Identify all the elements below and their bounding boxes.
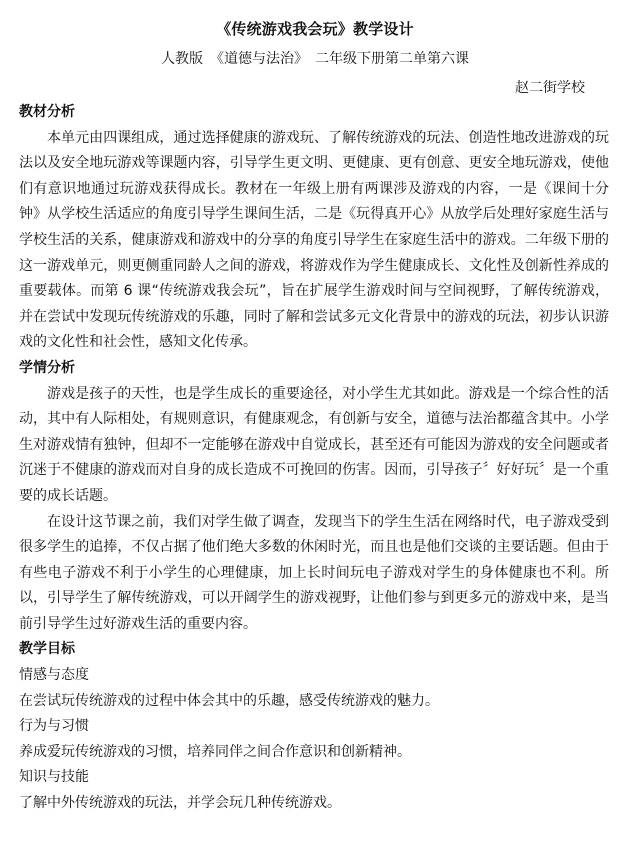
goal-label-knowledge: 知识与技能 (19, 769, 89, 786)
goal-text-emotion: 在尝试玩传统游戏的过程中体会其中的乐趣，感受传统游戏的魅力。 (19, 692, 439, 709)
goal-text-behavior: 养成爱玩传统游戏的习惯，培养同伴之间合作意识和创新精神。 (19, 743, 411, 760)
document-body (19, 100, 609, 817)
section-heading-analysis: 教材分析 (19, 104, 75, 120)
section-heading-goals: 教学目标 (19, 641, 75, 658)
goal-label-behavior: 行为与习惯 (19, 718, 89, 735)
section-heading-learners: 学情分析 (19, 359, 75, 376)
page-subtitle: 人教版 《道德与法治》 二年级下册第二单第六课 (161, 51, 469, 67)
goal-text-knowledge: 了解中外传统游戏的玩法，并学会玩几种传统游戏。 (19, 795, 341, 812)
learners-paragraph-2: 在设计这节课之前，我们对学生做了调查，发现当下的学生生活在网络时代，电子游戏受到很多学生的追捧，不仅占据了他们绝大多数的休闲时光，而且也是他们交谈的主要话题。但由于有些电子游戏不利于小学生的心理健康，加上长时间玩电子游戏对学生的身体健康也不利。所以，引导学生了解传统游戏，可以开阔学生的游戏视野，让他们参与到更多元的游戏中来，是当前引导学生过好游戏生活的重要内容。 (19, 513, 609, 632)
school-name: 赵二街学校 (515, 80, 585, 96)
page-title: 《传统游戏我会玩》教学设计 (216, 20, 414, 38)
learners-paragraph-1: 游戏是孩子的天性，也是学生成长的重要途径，对小学生尤其如此。游戏是一个综合性的活动，其中有人际相处，有规则意识，有健康观念，有创新与安全，道德与法治都蕴含其中。小学生对游戏情有独钟，但却不一定能够在游戏中自觉成长，甚至还有可能因为游戏的安全问题或者沉迷于不健康的游戏而对自身的成长造成不可挽回的伤害。因而，引导孩子〞好好玩〞是一个重要的成长话题。 (19, 385, 609, 504)
goal-label-emotion: 情感与态度 (19, 667, 89, 684)
analysis-paragraph: 本单元由四课组成，通过选择健康的游戏玩、了解传统游戏的玩法、创造性地改进游戏的玩法以及安全地玩游戏等课题内容，引导学生更文明、更健康、更有创意、更安全地玩游戏，使他们有意识地通过玩游戏获得成长。教材在一年级上册有两课涉及游戏的内容，一是《课间十分钟》从学校生活适应的角度引导学生课间生活，二是《玩得真开心》从放学后处理好家庭生活与学校生活的关系，健康游戏和游戏中的分享的角度引导学生在家庭生活中的游戏。二年级下册的这一游戏单元，则更侧重同龄人之间的游戏，将游戏作为学生健康成长、文化性及创新性养成的重要载体。而第 6 课“传统游戏我会玩”，旨在扩展学生游戏时间与空间视野，了解传统游戏，并在尝试中发现玩传统游戏的乐趣，同时了解和尝试多元文化背景中的游戏的玩法，初步认识游戏的文化性和社会性，感知文化传承。 (19, 129, 609, 351)
